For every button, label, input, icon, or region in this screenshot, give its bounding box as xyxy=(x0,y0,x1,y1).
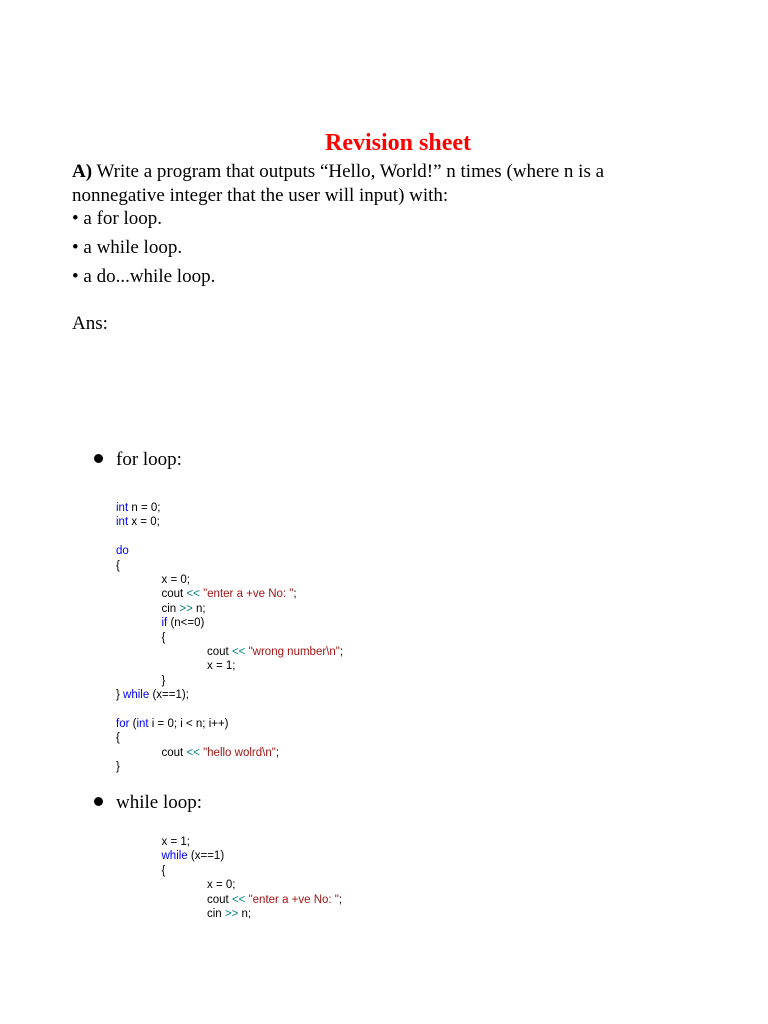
code-line xyxy=(162,573,190,587)
code-operator: << xyxy=(186,746,200,759)
code-string: "wrong number\n" xyxy=(248,646,340,658)
code-line xyxy=(116,688,189,702)
code-line xyxy=(116,501,160,515)
code-text: { xyxy=(161,631,166,644)
question-line-2: nonnegative integer that the user will input) with: xyxy=(72,185,449,206)
code-keyword: while xyxy=(161,850,188,863)
code-text: x = 1; xyxy=(161,836,190,848)
code-text: { xyxy=(161,864,166,877)
question-label: A) xyxy=(72,161,93,182)
code-text: ; xyxy=(293,588,297,601)
code-line xyxy=(116,731,120,745)
code-line xyxy=(162,616,205,630)
question-line-1 xyxy=(72,160,604,183)
code-operator: >> xyxy=(224,908,239,920)
code-line xyxy=(116,515,160,529)
code-text: ; xyxy=(275,746,280,759)
section-for-loop xyxy=(94,449,182,471)
code-keyword: while xyxy=(123,689,150,702)
code-line xyxy=(207,907,251,921)
code-text: (x==1) xyxy=(187,850,225,863)
code-keyword: for xyxy=(116,718,130,730)
code-line xyxy=(162,864,166,878)
code-line xyxy=(207,645,343,659)
code-keyword: int xyxy=(116,502,129,514)
bullet-for-loop: • a for loop. xyxy=(72,208,163,229)
code-text: } xyxy=(116,689,124,702)
code-text: cout xyxy=(161,588,187,601)
code-text: cout xyxy=(207,646,232,658)
code-line xyxy=(207,659,235,673)
code-text: ( xyxy=(129,718,137,730)
code-line xyxy=(116,760,120,774)
section-label: while loop: xyxy=(116,792,203,813)
code-operator: >> xyxy=(179,602,193,615)
code-text: x = 0; xyxy=(128,516,160,529)
code-text: cin xyxy=(207,908,225,920)
code-keyword: int xyxy=(136,718,149,730)
code-text: ; xyxy=(338,893,343,906)
code-text: x = 0; xyxy=(207,879,236,892)
code-text: ; xyxy=(339,646,344,658)
bullet-dot-icon xyxy=(94,454,103,463)
code-line xyxy=(162,674,166,688)
code-text: x = 0; xyxy=(161,574,190,586)
code-text: { xyxy=(116,732,120,745)
section-label: for loop: xyxy=(116,449,182,470)
code-text: cin xyxy=(161,602,180,615)
code-keyword: do xyxy=(116,545,129,558)
code-line xyxy=(162,587,297,601)
code-text: cout xyxy=(207,893,232,906)
code-line xyxy=(116,717,229,731)
code-text: i = 0; i < n; i++) xyxy=(148,718,229,730)
bullet-dot-icon xyxy=(94,797,103,806)
code-line xyxy=(162,849,225,863)
code-keyword: if xyxy=(161,617,168,630)
code-string: "enter a +ve No: " xyxy=(248,893,339,906)
bullet-do-while-loop: • a do...while loop. xyxy=(72,266,216,287)
code-text: n; xyxy=(238,908,252,920)
code-operator: << xyxy=(231,646,246,658)
bullet-while-loop: • a while loop. xyxy=(72,237,183,258)
code-line xyxy=(162,746,280,760)
code-line xyxy=(116,559,120,573)
code-text: } xyxy=(116,761,120,774)
code-keyword: int xyxy=(116,516,129,529)
code-string: "enter a +ve No: " xyxy=(203,588,294,601)
code-line xyxy=(162,835,190,849)
code-string: "hello wolrd\n" xyxy=(203,746,276,759)
code-line xyxy=(207,878,235,892)
page-title: Revision sheet xyxy=(325,130,471,156)
code-line xyxy=(162,631,166,645)
code-text: x = 1; xyxy=(207,660,236,673)
code-operator: << xyxy=(231,893,246,906)
answer-label: Ans: xyxy=(72,313,108,334)
code-text: } xyxy=(161,674,166,687)
code-line xyxy=(116,544,129,558)
code-line xyxy=(162,602,206,616)
code-text: (n<=0) xyxy=(167,617,205,630)
code-text: { xyxy=(116,559,120,572)
code-text: n = 0; xyxy=(128,502,161,514)
code-operator: << xyxy=(186,588,200,601)
code-text: (x==1); xyxy=(149,689,189,702)
code-line xyxy=(207,893,342,907)
code-text: n; xyxy=(192,602,206,615)
code-text: cout xyxy=(161,746,187,759)
question-text-1: Write a program that outputs “Hello, World!” n times (where n is a xyxy=(92,161,605,182)
section-while-loop xyxy=(94,792,202,814)
